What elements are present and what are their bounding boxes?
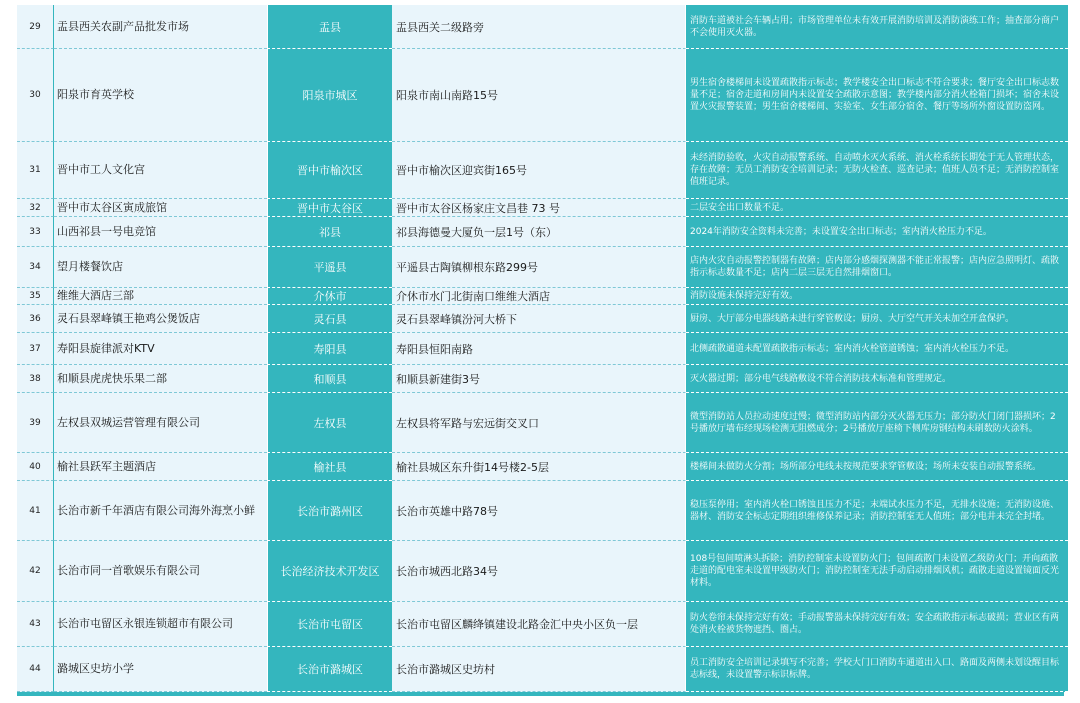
county: 长治市潞城区 (267, 647, 392, 692)
venue-name: 维维大酒店三部 (54, 288, 267, 305)
issues: 稳压泵停用；室内消火栓口锈蚀且压力不足；末端试水压力不足，无排水设施；无消防设施、器材、消防安全标志定期组织维修保养记录；消防控制室无人值班；部分电井未完全封堵。 (686, 481, 1068, 541)
address: 平遥县古陶镇柳根东路299号 (392, 247, 686, 288)
venue-name: 寿阳县旋律派对KTV (54, 333, 267, 365)
address: 祁县海德曼大厦负一层1号（东） (392, 217, 686, 247)
county: 长治市潞州区 (267, 481, 392, 541)
county: 长治市屯留区 (267, 602, 392, 647)
table-row (17, 288, 1068, 305)
address: 长治市城西北路34号 (392, 541, 686, 602)
row-number: 34 (17, 247, 54, 288)
address: 长治市屯留区麟绛镇建设北路金汇中央小区负一层 (392, 602, 686, 647)
venue-name: 长治市新千年酒店有限公司海外海烹小鲜 (54, 481, 267, 541)
venue-name: 长治市屯留区永银连锁超市有限公司 (54, 602, 267, 647)
issues: 108号包间喷淋头拆除；消防控制室未设置防火门；包间疏散门未设置乙级防火门；开向疏散走道的配电室未设置甲级防火门；消防控制室无法手动启动排烟风机；疏散走道设置镜面反光材料。 (686, 541, 1068, 602)
county: 阳泉市城区 (267, 49, 392, 142)
table-row (17, 305, 1068, 333)
venue-name: 晋中市工人文化宫 (54, 142, 267, 199)
issues: 店内火灾自动报警控制器有故障；店内部分感烟探测器不能正常报警；店内应急照明灯、疏散指示标志数量不足；店内二层三层无自然排烟窗口。 (686, 247, 1068, 288)
table-row (17, 541, 1068, 602)
address: 灵石县翠峰镇汾河大桥下 (392, 305, 686, 333)
table-row (17, 453, 1068, 481)
venue-name: 山西祁县一号电竞馆 (54, 217, 267, 247)
table-row (17, 365, 1068, 393)
row-number: 31 (17, 142, 54, 199)
issues: 二层安全出口数量不足。 (686, 199, 1068, 217)
row-number: 43 (17, 602, 54, 647)
row-number: 42 (17, 541, 54, 602)
address: 榆社县城区东升街14号楼2-5层 (392, 453, 686, 481)
county: 灵石县 (267, 305, 392, 333)
table-row (17, 481, 1068, 541)
issues: 员工消防安全培训记录填写不完善；学校大门口消防车通道出入口、路面及两侧未划设醒目标志标线，未设置警示标识标牌。 (686, 647, 1068, 692)
row-number: 35 (17, 288, 54, 305)
inspection-table-container (17, 5, 1064, 696)
address: 长治市潞城区史坊村 (392, 647, 686, 692)
row-number: 37 (17, 333, 54, 365)
table-row (17, 602, 1068, 647)
issues: 微型消防站人员拉动速度过慢；微型消防站内部分灭火器无压力；部分防火门闭门器损坏；2号播放厅墙布经现场检测无阻燃成分；2号播放厅座椅下侧库房钢结构未刷数防火涂料。 (686, 393, 1068, 453)
issues: 防火卷帘未保持完好有效；手动报警器未保持完好有效；安全疏散指示标志破损；营业区有两处消火栓被货物遮挡、圈占。 (686, 602, 1068, 647)
venue-name: 阳泉市育英学校 (54, 49, 267, 142)
issues: 北侧疏散通道未配置疏散指示标志；室内消火栓管道锈蚀；室内消火栓压力不足。 (686, 333, 1068, 365)
table-row (17, 247, 1068, 288)
row-number: 44 (17, 647, 54, 692)
county: 介休市 (267, 288, 392, 305)
table-row (17, 49, 1068, 142)
venue-name: 潞城区史坊小学 (54, 647, 267, 692)
address: 寿阳县恒阳南路 (392, 333, 686, 365)
row-number: 40 (17, 453, 54, 481)
venue-name: 望月楼餐饮店 (54, 247, 267, 288)
row-number: 39 (17, 393, 54, 453)
venue-name: 左权县双城运营管理有限公司 (54, 393, 267, 453)
row-number: 33 (17, 217, 54, 247)
county: 晋中市榆次区 (267, 142, 392, 199)
address: 盂县西关二级路旁 (392, 5, 686, 49)
venue-name: 长治市同一首歌娱乐有限公司 (54, 541, 267, 602)
county: 和顺县 (267, 365, 392, 393)
issues: 灭火器过期；部分电气线路敷设不符合消防技术标准和管理规定。 (686, 365, 1068, 393)
row-number: 32 (17, 199, 54, 217)
county: 长治经济技术开发区 (267, 541, 392, 602)
county: 榆社县 (267, 453, 392, 481)
table-row (17, 5, 1068, 49)
county: 盂县 (267, 5, 392, 49)
row-number: 36 (17, 305, 54, 333)
issues: 2024年消防安全资料未完善；未设置安全出口标志；室内消火栓压力不足。 (686, 217, 1068, 247)
table-row (17, 333, 1068, 365)
county: 寿阳县 (267, 333, 392, 365)
table-row (17, 217, 1068, 247)
issues: 楼梯间未做防火分割；场所部分电线未按规范要求穿管敷设；场所未安装自动报警系统。 (686, 453, 1068, 481)
table-row (17, 199, 1068, 217)
county: 平遥县 (267, 247, 392, 288)
issues: 厨房、大厅部分电器线路未进行穿管敷设；厨房、大厅空气开关未加空开盒保护。 (686, 305, 1068, 333)
table-row (17, 142, 1068, 199)
table-row (17, 393, 1068, 453)
issues: 消防设施未保持完好有效。 (686, 288, 1068, 305)
venue-name: 晋中市太谷区寅成旅馆 (54, 199, 267, 217)
county: 左权县 (267, 393, 392, 453)
address: 晋中市榆次区迎宾街165号 (392, 142, 686, 199)
row-number: 29 (17, 5, 54, 49)
address: 介休市水门北街南口维维大酒店 (392, 288, 686, 305)
venue-name: 和顺县虎虎快乐果二部 (54, 365, 267, 393)
row-number: 38 (17, 365, 54, 393)
issues: 消防车道被社会车辆占用；市场管理单位未有效开展消防培训及消防演练工作；抽查部分商户不会使用灭火器。 (686, 5, 1068, 49)
address: 长治市英雄中路78号 (392, 481, 686, 541)
table-row (17, 647, 1068, 692)
issues: 男生宿舍楼梯间未设置疏散指示标志；教学楼安全出口标志不符合要求；餐厅安全出口标志数量不足；宿舍走道和房间内未设置安全疏散示意图；教学楼内部分消火栓箱门损坏；宿舍未设置火灾报警装置；男生宿舍楼梯间、实验室、女生部分宿舍、餐厅等场所外窗设置防盗网。 (686, 49, 1068, 142)
address: 晋中市太谷区杨家庄文昌巷 73 号 (392, 199, 686, 217)
address: 阳泉市南山南路15号 (392, 49, 686, 142)
address: 左权县将军路与宏远街交叉口 (392, 393, 686, 453)
venue-name: 盂县西关农副产品批发市场 (54, 5, 267, 49)
issues: 未经消防验收，火灾自动报警系统、自动喷水灭火系统、消火栓系统长期处于无人管理状态，存在故障；无员工消防安全培训记录；无防火检查、巡查记录；值班人员不足；无消防控制室值班记录。 (686, 142, 1068, 199)
address: 和顺县新建街3号 (392, 365, 686, 393)
row-number: 30 (17, 49, 54, 142)
row-number: 41 (17, 481, 54, 541)
venue-name: 灵石县翠峰镇王艳鸡公煲饭店 (54, 305, 267, 333)
county: 晋中市太谷区 (267, 199, 392, 217)
fire-hazard-table (17, 5, 1068, 692)
county: 祁县 (267, 217, 392, 247)
venue-name: 榆社县跃军主题酒店 (54, 453, 267, 481)
